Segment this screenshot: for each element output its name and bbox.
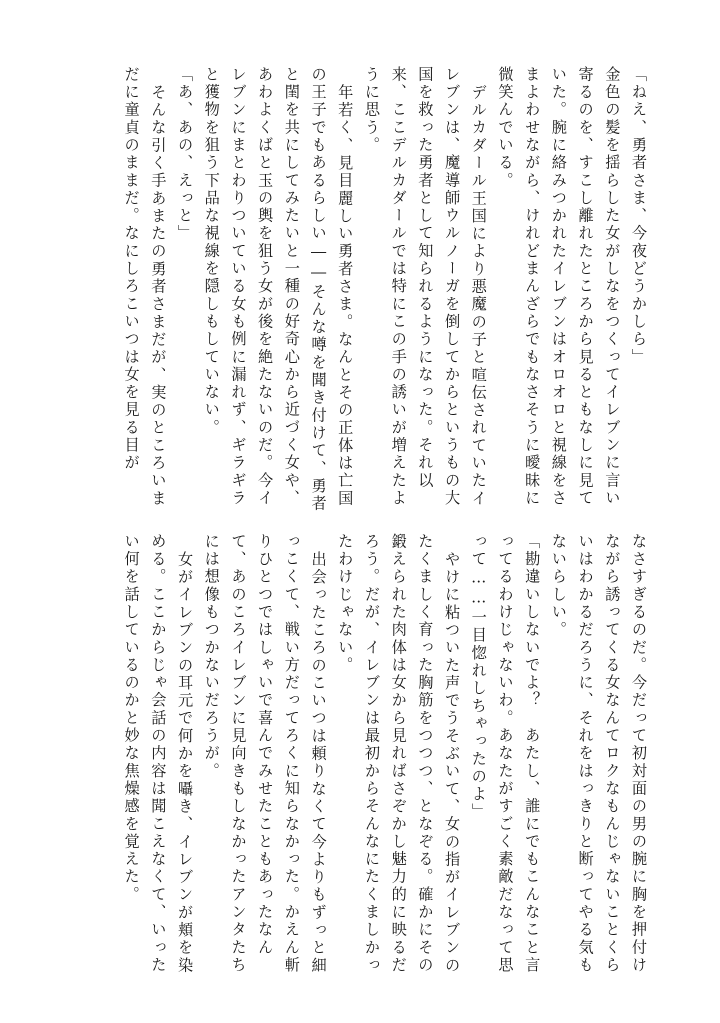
paragraph: デルカダール王国により悪魔の子と喧伝されていたイレブンは、魔導師ウルノーガを倒してからというもの大国を救った勇者として知られるようになった。それ以来、ここデルカダールでは特にこの手の誘いが増えたように思う。 bbox=[362, 66, 488, 508]
text-block-bottom bbox=[92, 533, 652, 981]
paragraph: なさすぎるのだ。今だって初対面の男の腕に胸を押付けながら誘ってくる女なんてロクなもんじゃないことくらいはわかるだろうに、それをはっきりと断ってやる気もないらしい。 bbox=[549, 533, 648, 975]
paragraph: 女がイレブンの耳元で何かを囁き、イレブンが頬を染める。ここからじゃ会話の内容は聞こえなくて、いったい何を話しているのかと妙な焦燥感を覚えた。 bbox=[122, 533, 195, 975]
paragraph: 出会ったころのこいつは頼りなくて今よりもずっと細っこくて、戦い方だってろくに知らなかった。かえん斬りひとつではしゃいで喜んでみせたこともあったなんて、あのころイレブンに見向きもしなかったアンタたちには想像もつかないだろうが。 bbox=[202, 533, 328, 975]
paragraph: そんな引く手あまたの勇者さまだが、実のところいまだに童貞のままだ。なにしろこいつは女を見る目が bbox=[122, 66, 168, 508]
paragraph: 「勘違いしないでよ？ あたし、誰にでもこんなこと言ってるわけじゃないわ。あなたがすごく素敵だなって思って……一目惚れしちゃったのよ」 bbox=[469, 533, 542, 975]
paragraph: 「あ、あの、えっと」 bbox=[176, 66, 195, 243]
paragraph: 「ねえ、勇者さま、今夜どうかしら」 bbox=[630, 66, 648, 367]
paragraph: やけに粘ついた声でうそぶいて、女の指がイレブンのたくましく育った胸筋をつつつ、となぞる。確かにその鍛えられた肉体は女から見ればさぞかし魅力的に映るだろう。だが、イレブンは最初からそんなにたくましかったわけじゃない。 bbox=[336, 533, 462, 975]
paragraph: 金色の髪を揺らした女がしなをつくってイレブンに言い寄るのを、すこし離れたところから見るともなしに見ていた。腕に絡みつかれたイレブンはオロオロと視線をさまよわせながら、けれどまんざらでもなさそうに曖昧に微笑んでいる。 bbox=[496, 66, 622, 508]
paragraph: 年若く、見目麗しい勇者さま。なんとその正体は亡国の王子でもあるらしい――そんな噂を聞き付けて、勇者と閨を共にしてみたいと一種の好奇心から近づく女や、あわよくばと玉の輿を狙う女が後を絶たないのだ。今イレブンにまとわりついている女も例に漏れず、ギラギラと獲物を狙う下品な視線を隠しもしていない。 bbox=[202, 66, 355, 513]
text-block-top bbox=[102, 66, 652, 514]
